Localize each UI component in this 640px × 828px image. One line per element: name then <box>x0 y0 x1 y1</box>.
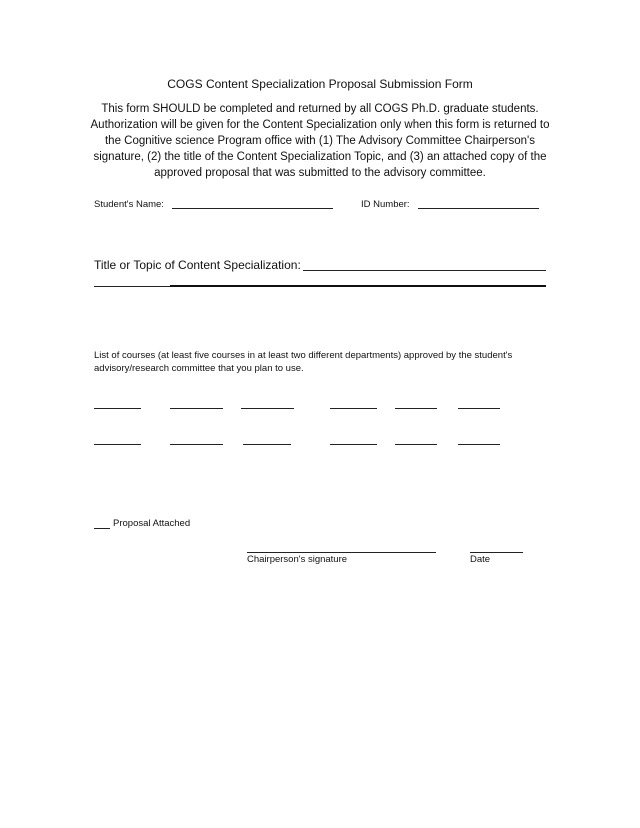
topic-field-continuation[interactable] <box>170 285 546 287</box>
course-field[interactable] <box>94 444 141 445</box>
topic-field-continuation-thin[interactable] <box>94 286 170 287</box>
topic-label: Title or Topic of Content Specialization: <box>94 258 301 272</box>
course-field[interactable] <box>458 444 500 445</box>
courses-instructions: List of courses (at least five courses in at least two different departments) approved by the student's advisory/research committee that you plan to use. <box>94 350 513 374</box>
course-field[interactable] <box>395 444 437 445</box>
id-number-label: ID Number: <box>361 199 410 210</box>
course-field[interactable] <box>330 444 377 445</box>
date-label: Date <box>470 554 491 565</box>
student-name-field[interactable] <box>172 208 333 209</box>
student-name-label: Student's Name: <box>94 199 164 210</box>
chairperson-signature-field[interactable] <box>247 552 436 553</box>
course-field[interactable] <box>170 444 223 445</box>
chairperson-signature-label: Chairperson's signature <box>247 554 348 565</box>
course-field[interactable] <box>170 408 223 409</box>
form-instructions: This form SHOULD be completed and returned by all COGS Ph.D. graduate students. Authorization will be given for the Content Specialization only when this form is returned to the Cognitive science Program office with (1) The Advisory Committee Chairperson's signature, (2) the title of the Content Specialization Topic, and (3) an attached copy of the approved proposal that was submitted to the advisory committee. <box>90 103 550 179</box>
proposal-attached-checkbox[interactable] <box>94 528 110 529</box>
course-field[interactable] <box>458 408 500 409</box>
course-field[interactable] <box>94 408 141 409</box>
id-number-field[interactable] <box>418 208 539 209</box>
form-title: COGS Content Specialization Proposal Submission Form <box>167 77 473 91</box>
topic-field[interactable] <box>303 270 546 271</box>
date-field[interactable] <box>470 552 523 553</box>
course-field[interactable] <box>395 408 437 409</box>
proposal-attached-label: Proposal Attached <box>113 518 191 529</box>
course-field[interactable] <box>241 408 294 409</box>
course-field[interactable] <box>330 408 377 409</box>
course-field[interactable] <box>243 444 291 445</box>
